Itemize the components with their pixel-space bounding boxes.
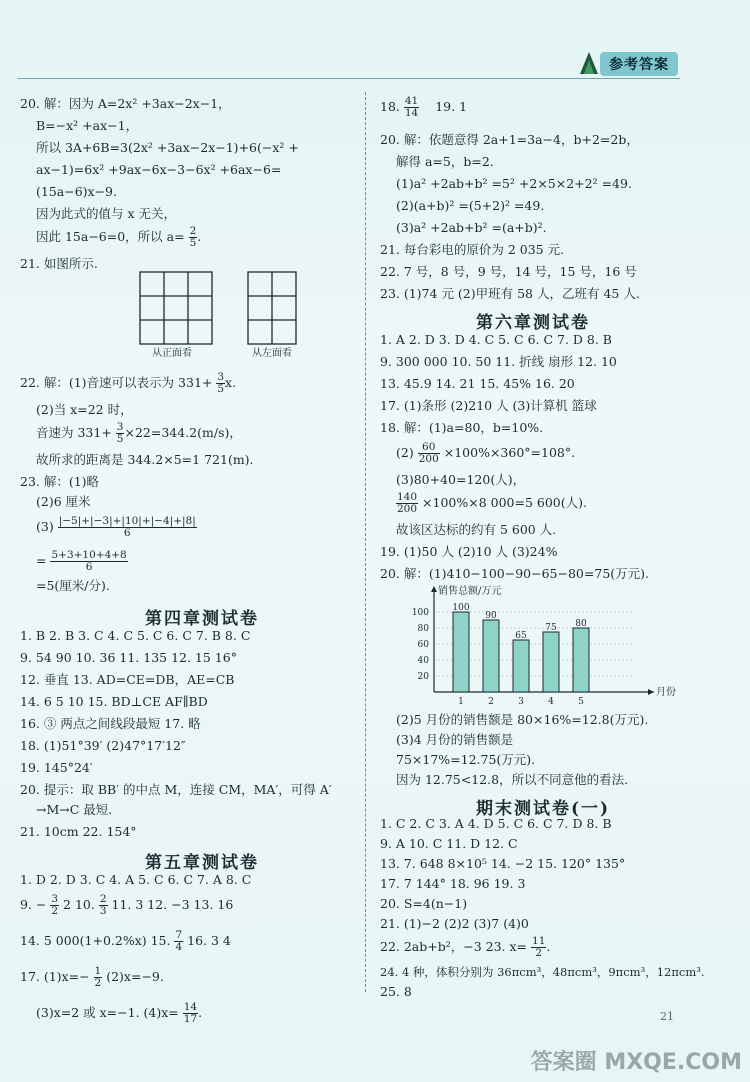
right-line: 9. 300 000 10. 50 11. 折线 扇形 12. 10 <box>380 354 617 369</box>
right-line: 13. 45.9 14. 21 15. 45% 16. 20 <box>380 376 575 391</box>
denominator: 2 <box>94 977 102 989</box>
fraction <box>418 442 440 465</box>
left-line: 14. 6 5 10 15. BD⊥CE AF∥BD <box>20 694 208 709</box>
right-line: 13. 7. 648 8×10⁵ 14. −2 15. 120° 135° <box>380 856 626 871</box>
denominator: 6 <box>85 561 93 573</box>
left-line <box>36 422 242 445</box>
fraction <box>99 894 108 917</box>
right-line: (1)a² +2ab+b² =5² +2×5×2+2² =49. <box>396 176 632 191</box>
left-line: 22. 解：(1)音速可以表示为 331+ $\frac{3}{5}$ x. <box>20 371 237 395</box>
right-line: (3)a² +2ab+b² =(a+b)². <box>396 220 547 235</box>
right-line: 因为 12.75<12.8，所以不同意他的看法. <box>396 772 629 787</box>
text: = <box>36 553 47 568</box>
left-line <box>36 516 197 539</box>
denominator: 5 <box>189 237 197 249</box>
right-line: 19. (1)50 人 (2)10 人 (3)24% <box>380 544 558 559</box>
numerator: 2 <box>189 225 197 237</box>
numerator: 3 <box>51 893 59 905</box>
x-tick-label: 3 <box>518 697 524 707</box>
bar-value-label: 65 <box>515 631 527 641</box>
bar <box>573 628 589 692</box>
left-line: (15a−6)x−9. <box>36 184 117 199</box>
numerator: 2 <box>99 893 107 905</box>
right-line: 22. 7 号，8 号，9 号，14 号，15 号，16 号 <box>380 264 637 279</box>
left-line <box>20 930 231 953</box>
numerator: 7 <box>175 929 183 941</box>
numerator: 3 <box>217 371 225 383</box>
left-line: (3)x=2 或 x=−1. (4)x= $\frac{14}{17}$ . <box>36 1001 203 1025</box>
text: 22. 解：(1)音速可以表示为 331+ <box>20 375 213 390</box>
left-line: 故所求的距离是 344.2×5=1 721(m). <box>36 452 254 467</box>
left-line: 因此 15a−6=0，所以 a= $\frac{2}{5}$ . <box>36 225 202 249</box>
left-line: 16. ③ 两点之间线段最短 17. 略 <box>20 716 201 731</box>
header-rule <box>18 78 680 79</box>
text: ×100%×360°=108°. <box>443 445 576 460</box>
text: (2)x=−9. <box>106 969 164 984</box>
right-line: (2)(a+b)² =(5+2)² =49. <box>396 198 545 213</box>
left-line: 9. 54 90 10. 36 11. 135 12. 15 16° <box>20 650 237 665</box>
numerator: 1 <box>94 965 102 977</box>
right-line: 1. C 2. C 3. A 4. D 5. C 6. C 7. D 8. B <box>380 816 612 831</box>
bar <box>453 612 469 692</box>
y-tick-label: 40 <box>417 656 429 666</box>
text: 22. 2ab+b²，−3 23. x= <box>380 939 528 954</box>
right-line: 9. A 10. C 11. D 12. C <box>380 836 518 851</box>
right-line: 20. S=4(n−1) <box>380 896 468 911</box>
left-line: 所以 3A+6B=3(2x² +3ax−2x−1)+6(−x² + <box>36 140 299 155</box>
left-line: 18. (1)51°39′ (2)47°17′12″ <box>20 738 186 753</box>
bar <box>543 632 559 692</box>
numerator: |−5|+|−3|+|10|+|−4|+|8| <box>58 515 196 527</box>
left-line: 19. 145°24′ <box>20 760 93 775</box>
fraction <box>396 492 418 515</box>
right-line: 21. (1)−2 (2)2 (3)7 (4)0 <box>380 916 529 931</box>
x-tick-label: 4 <box>548 697 554 707</box>
fraction <box>404 96 419 119</box>
denominator: 5 <box>116 433 124 445</box>
left-line <box>36 550 128 573</box>
right-line: 1. A 2. D 3. D 4. C 5. C 6. C 7. D 8. B <box>380 332 612 347</box>
bar-value-label: 75 <box>545 623 557 633</box>
right-line <box>396 442 575 465</box>
left-line: 1. D 2. D 3. C 4. A 5. C 6. C 7. A 8. C <box>20 872 252 887</box>
right-line <box>396 492 587 515</box>
right-line: 20. 解：(1)410−100−90−65−80=75(万元). <box>380 566 649 581</box>
left-line: (2)6 厘米 <box>36 494 91 509</box>
fig-label-front: 从正面看 <box>152 348 192 359</box>
fig-label-left: 从左面看 <box>252 348 292 359</box>
right-line: 23. (1)74 元 (2)甲班有 58 人，乙班有 45 人. <box>380 286 640 301</box>
text: ×100%×8 000=5 600(人). <box>422 495 587 510</box>
left-line: →M→C 最短. <box>36 802 113 817</box>
left-line: 因为此式的值与 x 无关， <box>36 206 176 221</box>
fraction <box>94 966 103 989</box>
x-tick-label: 1 <box>458 697 464 707</box>
header-tab-label: 参考答案 <box>609 57 669 73</box>
text: ×22=344.2(m/s)， <box>124 425 242 440</box>
left-line: (2)当 x=22 时， <box>36 402 133 417</box>
right-line: 20. 解：依题意得 2a+1=3a−4，b+2=2b， <box>380 132 639 147</box>
right-line: 18. 解：(1)a=80，b=10%. <box>380 420 544 435</box>
fraction <box>58 516 197 539</box>
left-line <box>20 894 233 917</box>
right-line: (3)80+40=120(人)， <box>396 472 526 487</box>
denominator: 14 <box>404 107 419 119</box>
column-divider <box>365 92 366 992</box>
text: 2 10. <box>63 897 95 912</box>
text: 11. 3 12. −3 13. 16 <box>111 897 234 912</box>
right-line: 17. 7 144° 18. 96 19. 3 <box>380 876 526 891</box>
y-tick-label: 80 <box>417 624 429 634</box>
y-axis-label: 销售总额/万元 <box>438 586 502 597</box>
left-line: 12. 垂直 13. AD=CE=DB，AE=CB <box>20 672 235 687</box>
left-line: 20. 解：因为 A=2x² +3ax−2x−1， <box>20 96 231 111</box>
fraction <box>50 550 127 573</box>
bar-value-label: 90 <box>485 611 497 621</box>
chapter4-title: 第四章测试卷 <box>145 609 259 629</box>
text: (2) <box>396 445 414 460</box>
text: 14. 5 000(1+0.2%x) 15. <box>20 933 171 948</box>
denominator: 17 <box>183 1013 198 1025</box>
fraction <box>531 936 546 959</box>
text: 音速为 331+ <box>36 425 112 440</box>
text: 18. <box>380 99 400 114</box>
left-line: 1. B 2. B 3. C 4. C 5. C 6. C 7. B 8. C <box>20 628 251 643</box>
left-line <box>20 966 164 989</box>
denominator: 6 <box>123 527 131 539</box>
denominator: 3 <box>99 905 107 917</box>
x-tick-label: 2 <box>488 697 494 707</box>
chapter6-title: 第六章测试卷 <box>476 313 590 333</box>
denominator: 2 <box>51 905 59 917</box>
denominator: 200 <box>397 503 418 515</box>
right-line <box>380 96 467 119</box>
right-line: 22. 2ab+b²，−3 23. x= $\frac{11}{2}$ . <box>380 935 551 959</box>
numerator: 60 <box>418 442 440 454</box>
right-line: 解得 a=5，b=2. <box>396 154 494 169</box>
text: 9. − <box>20 897 47 912</box>
left-line: 20. 提示：取 BB′ 的中点 M，连接 CM，MA′，可得 A′ <box>20 782 332 797</box>
bar-value-label: 100 <box>452 603 470 613</box>
numerator: 14 <box>183 1001 198 1013</box>
book-logo-icon <box>578 50 600 76</box>
numerator: 3 <box>116 421 124 433</box>
numerator: 11 <box>532 935 546 947</box>
numerator: 140 <box>397 491 418 503</box>
y-tick-label: 60 <box>417 640 429 650</box>
right-line: 21. 每台彩电的原价为 2 035 元. <box>380 242 565 257</box>
numerator: 41 <box>404 95 419 107</box>
header-tab <box>600 52 678 76</box>
left-line: 21. 如图所示. <box>20 256 98 271</box>
x-axis-label: 月份 <box>656 687 676 698</box>
text: 因此 15a−6=0，所以 a= <box>36 229 185 244</box>
left-line: =5(厘米/分). <box>36 578 110 593</box>
right-line: 17. (1)条形 (2)210 人 (3)计算机 篮球 <box>380 398 597 413</box>
final-test-title: 期末测试卷(一) <box>476 799 611 819</box>
chapter5-title: 第五章测试卷 <box>145 853 259 873</box>
sales-bar-chart <box>390 584 690 710</box>
right-line: 故该区达标的约有 5 600 人. <box>396 522 557 537</box>
denominator: 2 <box>535 947 543 959</box>
page-number: 21 <box>660 1010 674 1023</box>
right-line: 75×17%=12.75(万元). <box>396 752 536 767</box>
fraction <box>216 372 225 395</box>
fraction <box>174 930 183 953</box>
y-tick-label: 20 <box>417 672 429 682</box>
numerator: 5+3+10+4+8 <box>51 549 127 561</box>
fraction <box>183 1002 198 1025</box>
left-line: B=−x² +ax−1， <box>36 118 139 133</box>
bar <box>483 620 499 692</box>
text: 19. 1 <box>435 99 468 114</box>
text: 16. 3 4 <box>187 933 231 948</box>
left-line: 21. 10cm 22. 154° <box>20 824 137 839</box>
denominator: 200 <box>418 453 439 465</box>
text: (3) <box>36 519 54 534</box>
x-tick-label: 5 <box>578 697 584 707</box>
y-tick-label: 100 <box>411 608 429 618</box>
text: 17. (1)x=− <box>20 969 90 984</box>
y-axis-arrow <box>431 586 437 592</box>
denominator: 4 <box>175 941 183 953</box>
left-line: ax−1)=6x² +9ax−6x−3−6x² +6ax−6= <box>36 162 282 177</box>
x-axis-arrow <box>648 689 654 695</box>
right-line: 24. 4 种，体积分别为 36πcm³，48πcm³，9πcm³，12πcm³. <box>380 965 705 979</box>
denominator: 5 <box>217 383 225 395</box>
fraction <box>189 226 198 249</box>
watermark-logo: 答案圈 MXQE.COM <box>530 1050 742 1075</box>
left-line: 23. 解：(1)略 <box>20 474 100 489</box>
text: (3)x=2 或 x=−1. (4)x= <box>36 1005 179 1020</box>
right-line: 25. 8 <box>380 984 412 999</box>
right-line: (3)4 月份的销售额是 <box>396 732 514 747</box>
bar-value-label: 80 <box>575 619 587 629</box>
fraction <box>50 894 59 917</box>
right-line: (2)5 月份的销售额是 80×16%=12.8(万元). <box>396 712 649 727</box>
bar <box>513 640 529 692</box>
